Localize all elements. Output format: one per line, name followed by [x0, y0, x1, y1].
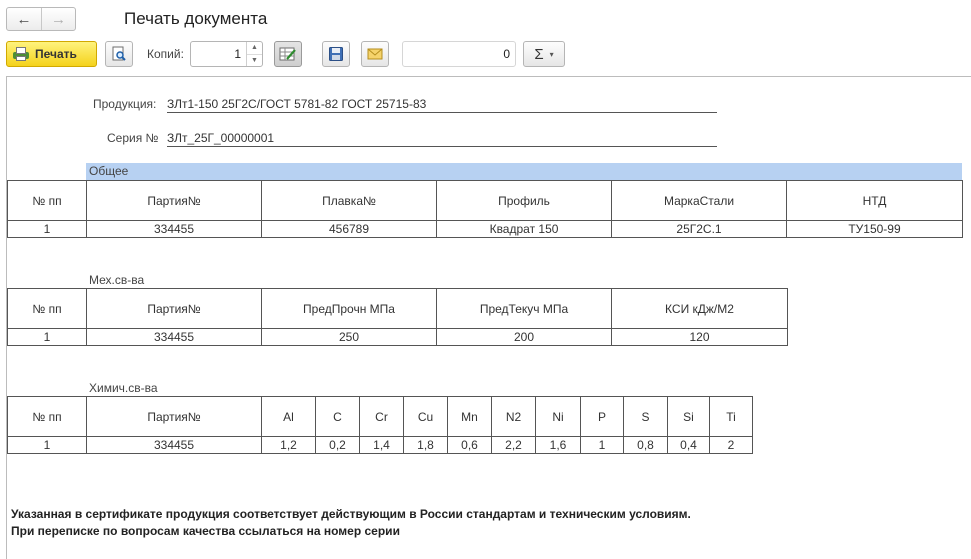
table-header-cell: Ni: [536, 397, 581, 437]
spin-down-icon[interactable]: ▼: [247, 54, 262, 67]
table-header-row: [8, 181, 963, 221]
spin-up-icon[interactable]: ▲: [251, 44, 258, 52]
table-row: [8, 329, 788, 346]
table-cell: 1,6: [536, 437, 581, 454]
table-cell: 1,8: [404, 437, 448, 454]
table-header-cell: Партия№: [87, 397, 262, 437]
table-header-cell: S: [624, 397, 668, 437]
table-cell: 334455: [87, 329, 262, 346]
table-cell: 1: [8, 329, 87, 346]
edit-table-icon: [279, 46, 297, 62]
edit-mode-toggle[interactable]: [274, 41, 302, 67]
navigation-buttons: [6, 7, 76, 31]
toolbar: [6, 41, 966, 68]
table-cell: 0,4: [668, 437, 710, 454]
series-value: ЗЛт_25Г_00000001: [167, 131, 717, 147]
table-cell: 120: [612, 329, 788, 346]
table-header-cell: № пп: [8, 289, 87, 329]
mech-section-title: Мех.св-ва: [89, 273, 145, 287]
copies-stepper[interactable]: [190, 41, 263, 67]
table-cell: 1: [8, 221, 87, 238]
table-header-cell: КСИ кДж/М2: [612, 289, 788, 329]
table-cell: 0,2: [316, 437, 360, 454]
forward-button[interactable]: [41, 8, 75, 30]
table-header-cell: НТД: [787, 181, 963, 221]
table-header-cell: Cu: [404, 397, 448, 437]
table-header-cell: Профиль: [437, 181, 612, 221]
table-header-cell: ПредТекуч МПа: [437, 289, 612, 329]
table-header-cell: C: [316, 397, 360, 437]
table-header-cell: ПредПрочн МПа: [262, 289, 437, 329]
general-table: [7, 180, 963, 238]
table-header-cell: МаркаСтали: [612, 181, 787, 221]
compliance-note: Указанная в сертификате продукция соответствует действующим в России стандартам и техническим условиям.: [11, 507, 691, 521]
mech-table: [7, 288, 788, 346]
table-header-cell: Cr: [360, 397, 404, 437]
chem-table: [7, 396, 753, 454]
sigma-icon: Σ: [534, 45, 544, 63]
table-header-cell: Si: [668, 397, 710, 437]
table-cell: 2: [710, 437, 753, 454]
table-cell: 2,2: [492, 437, 536, 454]
arrow-left-icon: ←: [16, 10, 32, 28]
table-cell: 0,6: [448, 437, 492, 454]
back-button[interactable]: [7, 8, 41, 30]
series-reference-note: При переписке по вопросам качества ссылаться на номер серии: [11, 524, 400, 538]
table-header-cell: N2: [492, 397, 536, 437]
floppy-disk-icon: [328, 46, 344, 62]
table-row: [8, 221, 963, 238]
save-button[interactable]: [322, 41, 350, 67]
table-header-cell: Al: [262, 397, 316, 437]
chem-section-title: Химич.св-ва: [89, 381, 158, 395]
table-cell: 1,2: [262, 437, 316, 454]
chevron-down-icon: ▾: [549, 49, 554, 59]
table-cell: 1,4: [360, 437, 404, 454]
spreadsheet-document: [6, 76, 971, 559]
print-button-label: Печать: [35, 47, 77, 61]
table-cell: 250: [262, 329, 437, 346]
table-row: [8, 437, 753, 454]
table-cell: 1: [8, 437, 87, 454]
table-header-cell: Ti: [710, 397, 753, 437]
table-header-cell: Партия№: [87, 181, 262, 221]
copies-label: Копий:: [147, 47, 184, 61]
table-header-cell: Плавка№: [262, 181, 437, 221]
table-header-cell: № пп: [8, 181, 87, 221]
copies-spinner: [246, 42, 262, 66]
table-header-row: [8, 397, 753, 437]
sum-mode-button[interactable]: [523, 41, 565, 67]
table-cell: 25Г2С.1: [612, 221, 787, 238]
print-preview-button[interactable]: [105, 41, 133, 67]
print-button[interactable]: [6, 41, 97, 67]
general-section-title: Общее: [86, 163, 962, 180]
arrow-right-icon: →: [51, 10, 66, 28]
table-cell: Квадрат 150: [437, 221, 612, 238]
table-header-row: [8, 289, 788, 329]
table-cell: 334455: [87, 437, 262, 454]
envelope-icon: [367, 47, 383, 61]
table-cell: 1: [581, 437, 624, 454]
magnifier-page-icon: [111, 46, 127, 62]
table-cell: 200: [437, 329, 612, 346]
table-cell: 334455: [87, 221, 262, 238]
product-label: Продукция:: [93, 97, 157, 111]
series-label: Серия №: [107, 131, 159, 145]
copies-input[interactable]: 1: [234, 47, 241, 61]
table-header-cell: Партия№: [87, 289, 262, 329]
table-header-cell: Mn: [448, 397, 492, 437]
table-header-cell: P: [581, 397, 624, 437]
table-cell: ТУ150-99: [787, 221, 963, 238]
sum-field: 0: [402, 41, 516, 67]
table-cell: 456789: [262, 221, 437, 238]
table-cell: 0,8: [624, 437, 668, 454]
send-email-button[interactable]: [361, 41, 389, 67]
window-title: Печать документа: [124, 9, 268, 28]
printer-icon: [13, 47, 29, 61]
table-header-cell: № пп: [8, 397, 87, 437]
product-value: ЗЛт1-150 25Г2С/ГОСТ 5781-82 ГОСТ 25715-83: [167, 97, 717, 113]
